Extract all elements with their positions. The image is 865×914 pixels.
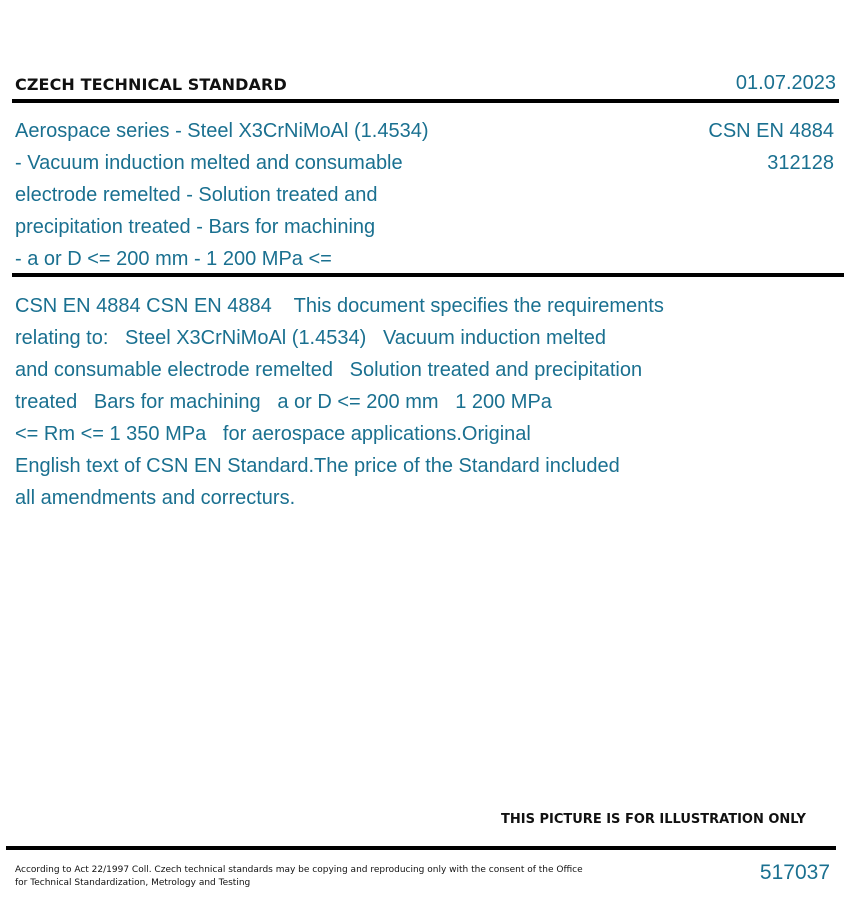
- description-line: relating to: Steel X3CrNiMoAl (1.4534) Vacuum induction melted: [15, 327, 607, 349]
- standard-description: [15, 290, 735, 514]
- title-divider: [12, 273, 844, 277]
- title-line: precipitation treated - Bars for machining: [15, 216, 376, 238]
- title-line: - Vacuum induction melted and consumable: [15, 152, 403, 174]
- legal-line: for Technical Standardization, Metrology and Testing: [15, 878, 251, 888]
- title-line: - a or D <= 200 mm - 1 200 MPa <=: [15, 248, 332, 270]
- legal-line: According to Act 22/1997 Coll. Czech technical standards may be copying and reproducing only with the consent of the Office: [15, 865, 583, 875]
- illustration-notice: THIS PICTURE IS FOR ILLUSTRATION ONLY: [501, 812, 806, 827]
- catalog-number: 517037: [759, 861, 830, 884]
- description-line: and consumable electrode remelted Solution treated and precipitation: [15, 359, 643, 381]
- description-line: English text of CSN EN Standard.The price of the Standard included: [15, 455, 620, 477]
- footer-divider: [6, 846, 836, 850]
- description-line: all amendments and correcturs.: [15, 487, 296, 509]
- legal-notice: [15, 864, 583, 890]
- description-line: CSN EN 4884 CSN EN 4884 This document specifies the requirements: [15, 295, 664, 317]
- title-line: Aerospace series - Steel X3CrNiMoAl (1.4534): [15, 120, 429, 142]
- description-line: treated Bars for machining a or D <= 200 mm 1 200 MPa: [15, 391, 552, 413]
- publication-date: 01.07.2023: [735, 72, 836, 94]
- classification-code: 312128: [767, 152, 834, 174]
- standard-reference: [708, 115, 834, 179]
- description-line: <= Rm <= 1 350 MPa for aerospace applications.Original: [15, 423, 531, 445]
- top-divider: [12, 99, 839, 103]
- standard-designation: CSN EN 4884: [708, 120, 834, 142]
- title-line: electrode remelted - Solution treated and: [15, 184, 378, 206]
- document-heading: CZECH TECHNICAL STANDARD: [15, 75, 287, 94]
- standard-title: [15, 115, 495, 275]
